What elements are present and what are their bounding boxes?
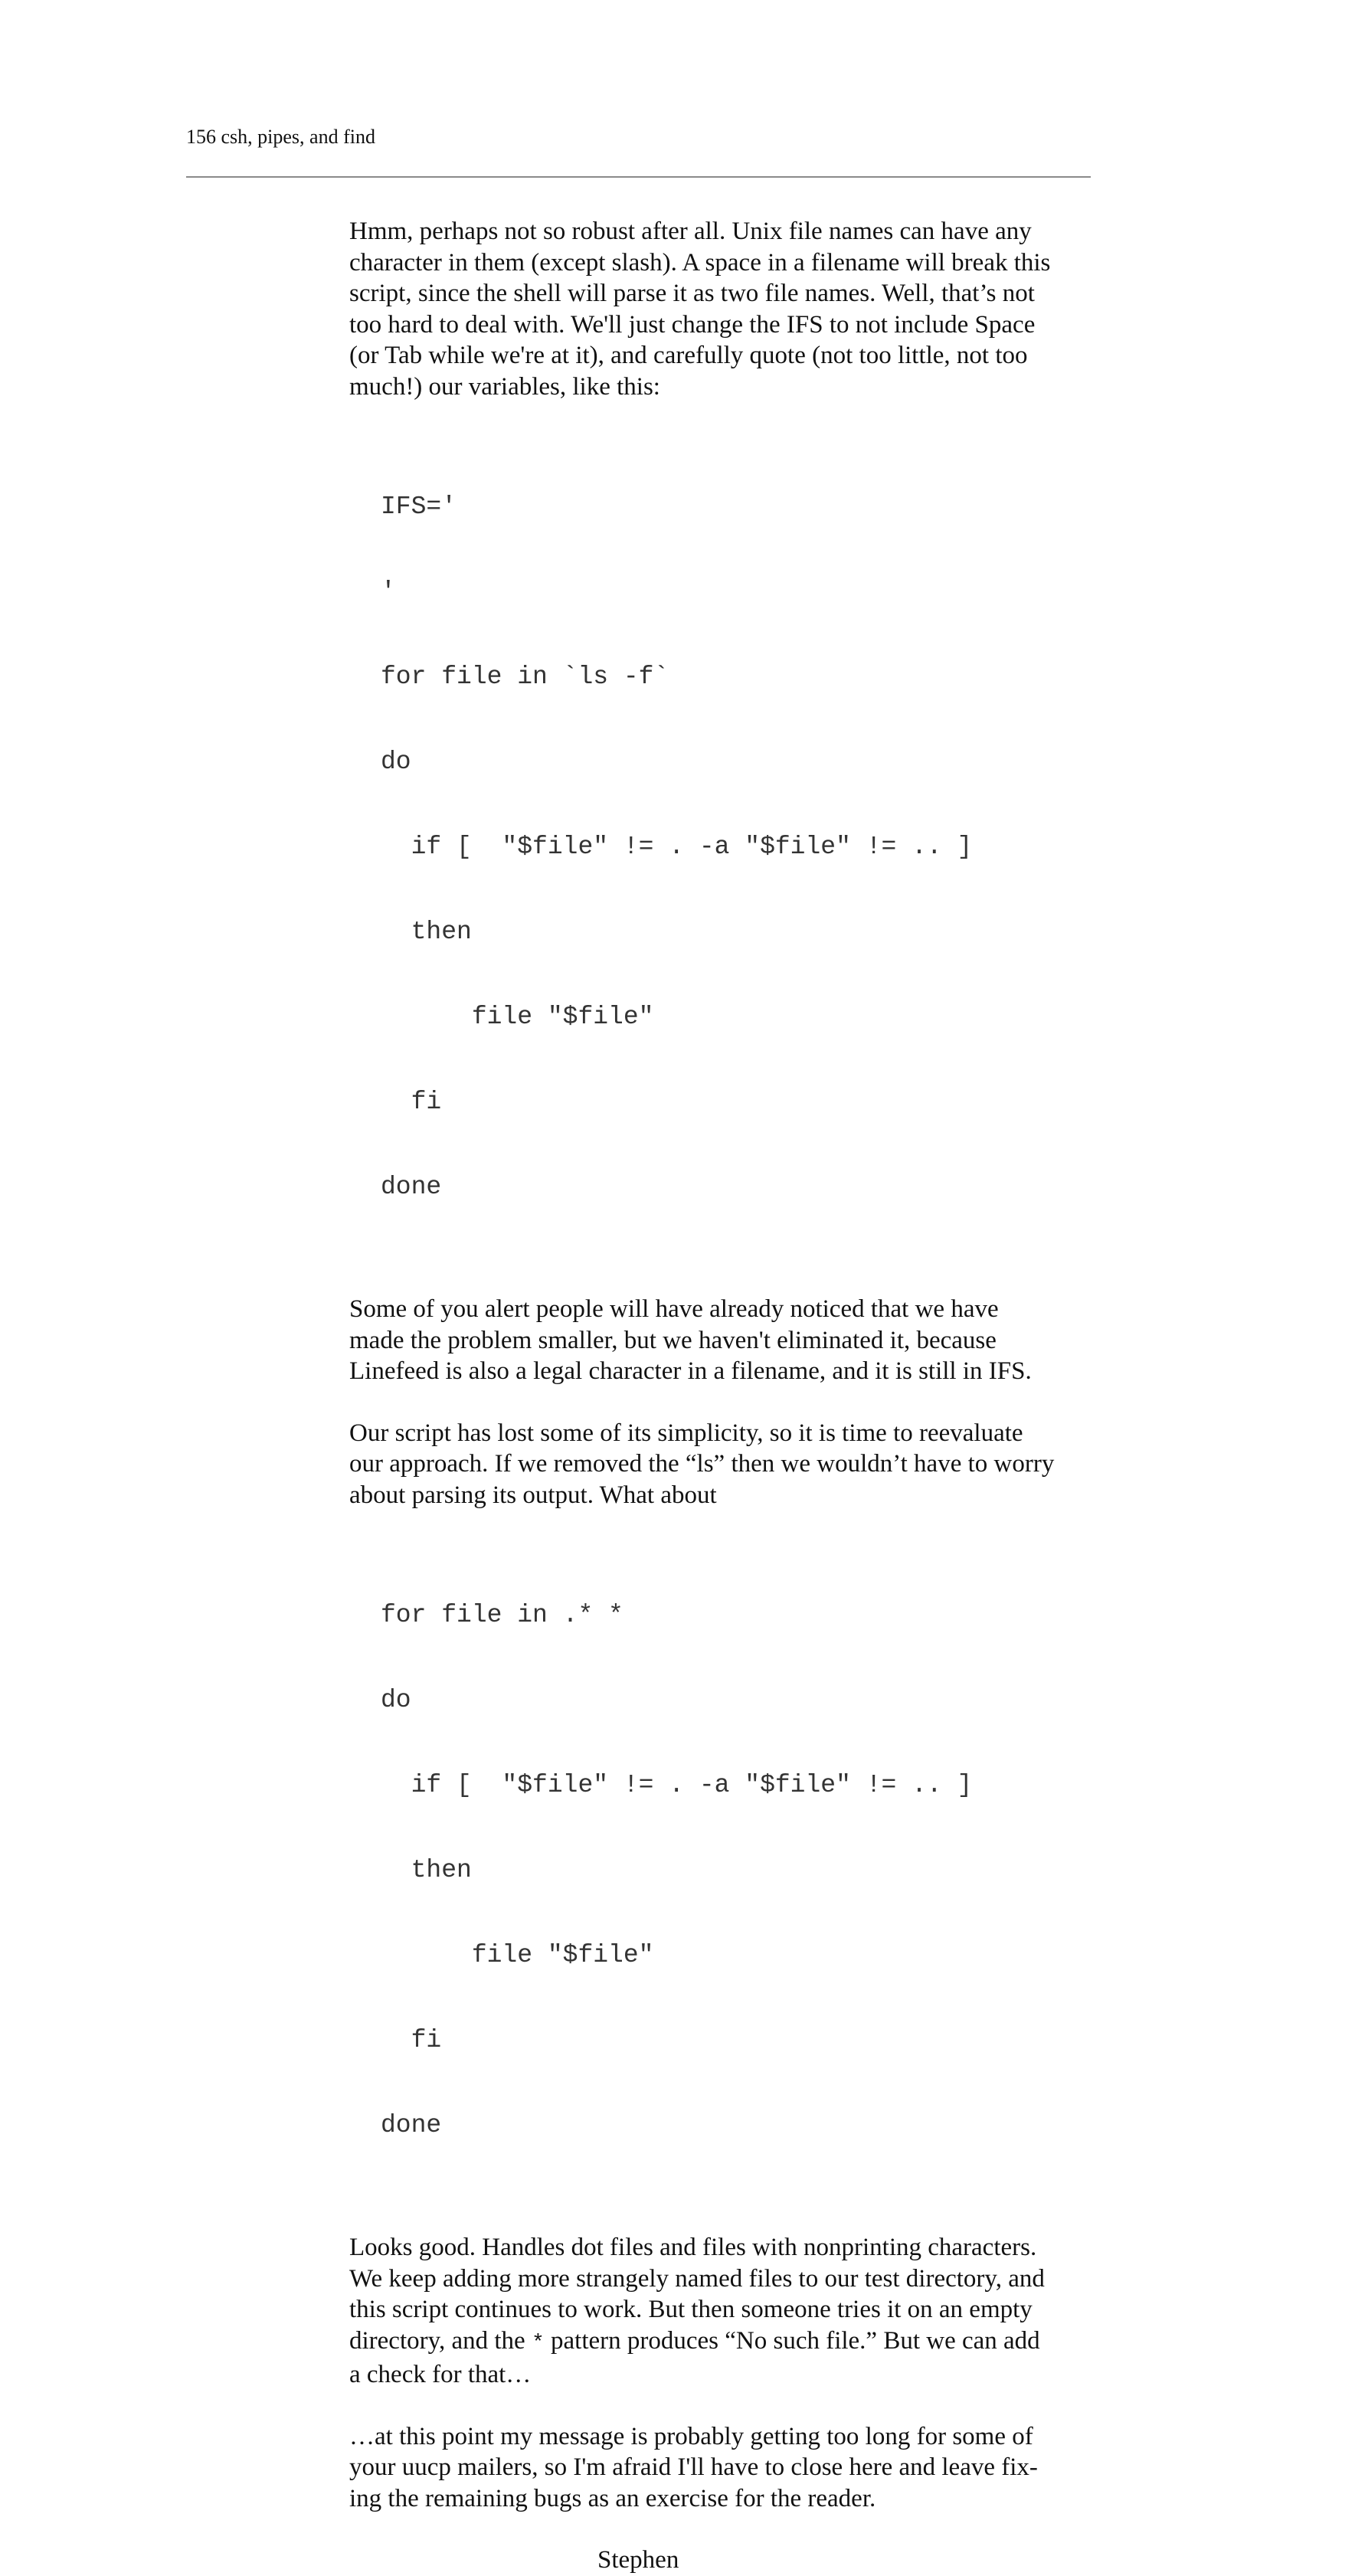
text-fragment: pattern produces “No such file.” But we can add [544,2326,1040,2355]
running-header: 156 csh, pipes, and find [186,126,375,148]
text-line: our approach. If we removed the “ls” then we wouldn’t have to worry [349,1450,1055,1478]
spacer [349,2196,1085,2232]
code-line: do [381,748,411,776]
text-line [349,2326,1085,2360]
code-line: file "$file" [381,1003,654,1031]
spacer [349,1511,1085,1544]
spacer [349,2391,1085,2421]
text-line: ing the remaining bugs as an exercise for the reader. [349,2484,876,2512]
text-line: Looks good. Handles dot files and files with nonprinting characters. [349,2234,1037,2261]
text-line: Linefeed is also a legal character in a filename, and it is still in IFS. [349,1357,1032,1385]
code-line: for file in `ls -f` [381,663,669,691]
text-line: Our script has lost some of its simplicity, so it is time to reevaluate [349,1419,1023,1447]
code-line: for file in .* * [381,1601,623,1629]
paragraph-linefeed [349,1294,1085,1387]
paragraph-reevaluate [349,1418,1085,1511]
page-content [349,216,1085,2576]
inline-code-star: * [531,2331,545,2355]
paragraph-robustness [349,216,1085,402]
text-fragment: directory, and the [349,2326,532,2355]
text-line: We keep adding more strangely named files to our test directory, and [349,2264,1045,2293]
code-line: do [381,1686,411,1714]
spacer [349,1258,1085,1294]
signature: Stephen [597,2546,679,2574]
text-line: a check for that… [349,2361,532,2388]
text-line: (or Tab while we're at it), and carefully quote (not too little, not too [349,342,1028,369]
code-line: done [381,2111,442,2139]
text-line: about parsing its output. What about [349,1481,717,1509]
text-line: character in them (except slash). A space in a filename will break this [349,248,1051,277]
code-block-ifs [349,436,1085,1258]
text-line: Some of you alert people will have already noticed that we have [349,1295,999,1323]
text-line: your uucp mailers, so I'm afraid I'll have to close here and leave fix- [349,2453,1038,2481]
code-line: file "$file" [381,1941,654,1969]
paragraph-closing [349,2421,1085,2515]
paragraph-looks-good [349,2232,1085,2391]
text-line: …at this point my message is probably getting too long for some of [349,2422,1033,2450]
code-block-glob [349,1544,1085,2196]
header-rule [186,176,1091,178]
code-line: then [381,918,472,946]
code-line: if [ "$file" != . -a "$file" != .. ] [381,833,973,861]
text-line: script, since the shell will parse it as two file names. Well, that’s not [349,280,1035,307]
code-line: then [381,1856,472,1884]
text-line: much!) our variables, like this: [349,372,660,401]
text-line: too hard to deal with. We'll just change the IFS to not include Space [349,310,1036,339]
text-line: made the problem smaller, but we haven't eliminated it, because [349,1326,997,1354]
code-line: fi [381,1088,442,1116]
spacer [349,2514,1085,2545]
spacer [349,1387,1085,1418]
text-line: this script continues to work. But then someone tries it on an empty [349,2296,1033,2323]
code-line: done [381,1173,442,1201]
spacer [349,402,1085,436]
code-line: IFS=' [381,493,457,521]
code-line: if [ "$file" != . -a "$file" != .. ] [381,1771,973,1799]
code-line: ' [381,578,396,606]
text-line: Hmm, perhaps not so robust after all. Unix file names can have any [349,218,1032,245]
code-line: fi [381,2026,442,2054]
